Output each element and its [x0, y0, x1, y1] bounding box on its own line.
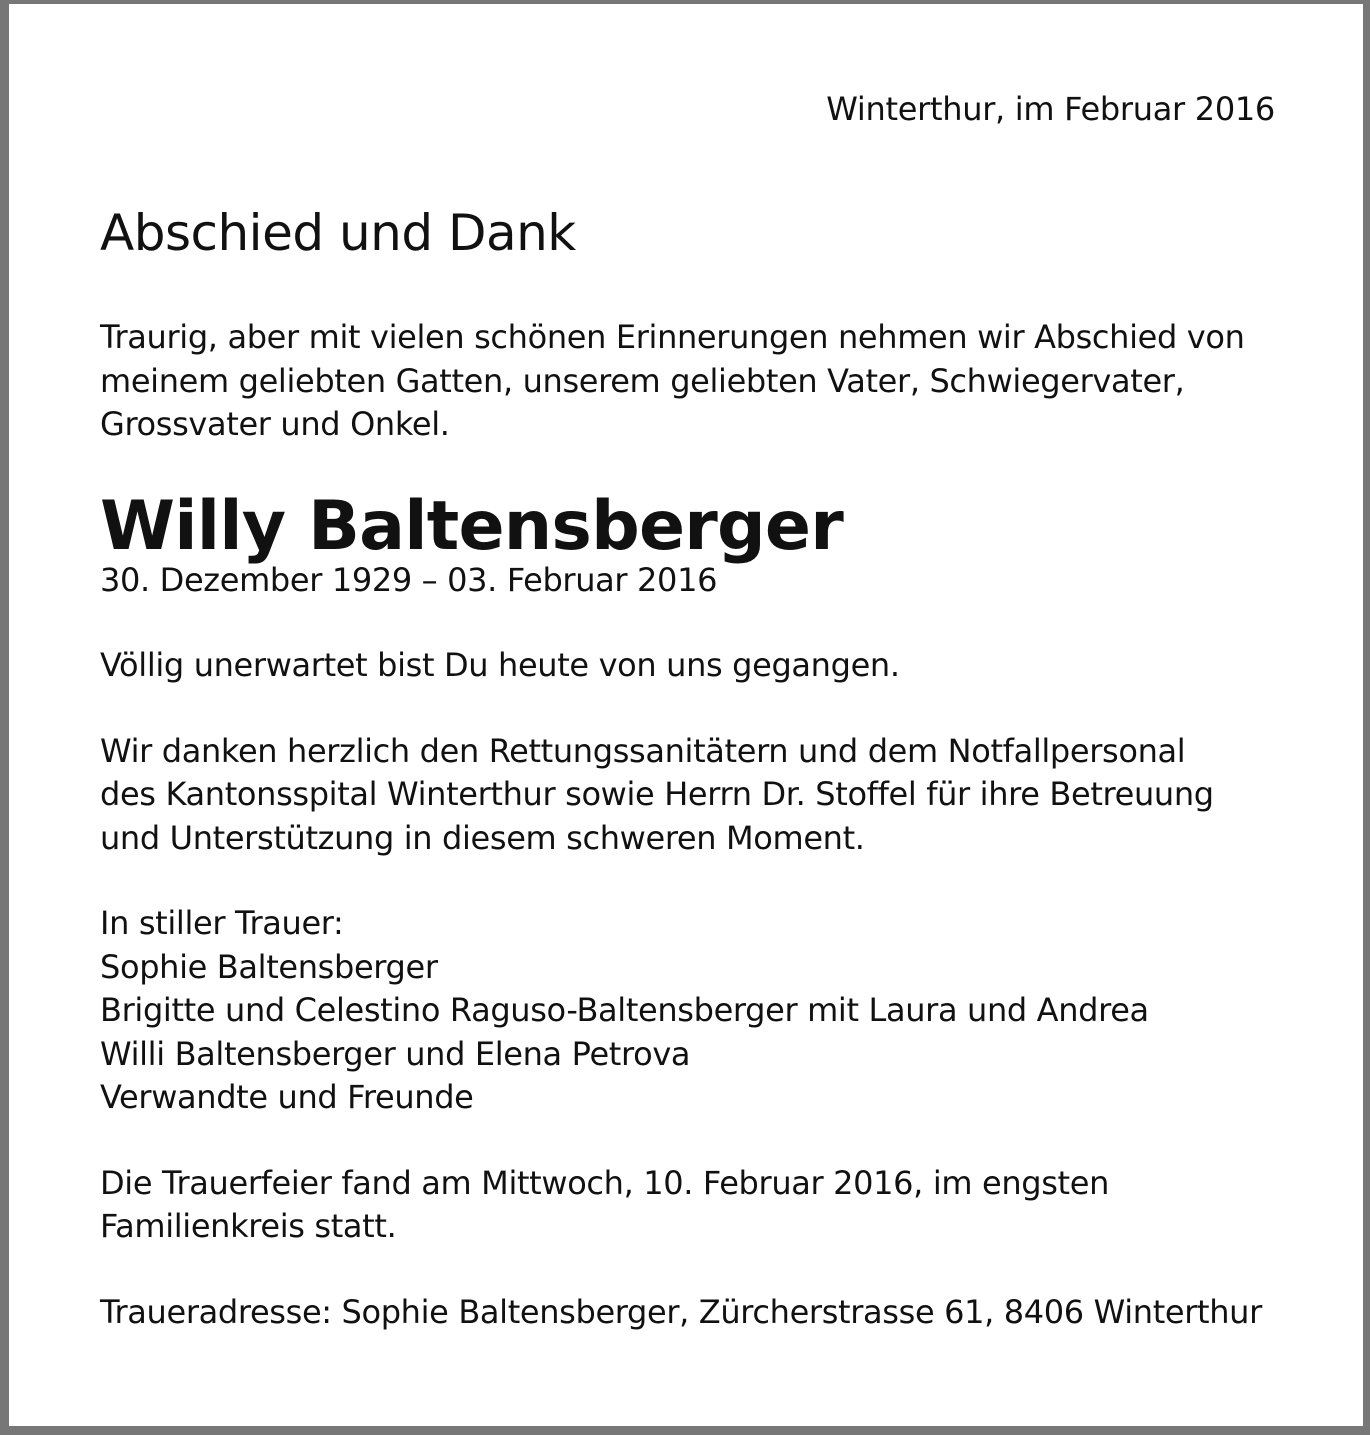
- obituary-page: [9, 4, 1363, 1426]
- thanks-paragraph: [100, 730, 1300, 861]
- intro-line: Traurig, aber mit vielen schönen Erinnerungen nehmen wir Abschied von: [100, 318, 1245, 356]
- thanks-line: des Kantonsspital Winterthur sowie Herrn Dr. Stoffel für ihre Betreuung: [100, 775, 1214, 813]
- ceremony-line: Die Trauerfeier fand am Mittwoch, 10. Februar 2016, im engsten: [100, 1163, 1110, 1202]
- heading: Abschied und Dank: [100, 204, 576, 262]
- mourner-entry: Willi Baltensberger und Elena Petrova: [100, 1034, 691, 1073]
- thanks-line: und Unterstützung in diesem schweren Moment.: [100, 818, 865, 857]
- ceremony-paragraph: [100, 1162, 1300, 1249]
- mourning-address: Traueradresse: Sophie Baltensberger, Zürcherstrasse 61, 8406 Winterthur: [100, 1292, 1262, 1331]
- mourners-label: In stiller Trauer:: [100, 904, 344, 942]
- intro-line: meinem geliebten Gatten, unserem geliebten Vater, Schwiegervater,: [100, 361, 1185, 400]
- intro-paragraph: [100, 316, 1300, 447]
- thanks-line: Wir danken herzlich den Rettungssanitätern und dem Notfallpersonal: [100, 731, 1186, 770]
- life-dates: 30. Dezember 1929 – 03. Februar 2016: [100, 560, 718, 599]
- mourner-entry: Sophie Baltensberger: [100, 947, 438, 986]
- place-date: Winterthur, im Februar 2016: [826, 90, 1275, 128]
- message: Völlig unerwartet bist Du heute von uns gegangen.: [100, 646, 900, 684]
- mourner-entry: Verwandte und Freunde: [100, 1078, 474, 1116]
- ceremony-line: Familienkreis statt.: [100, 1207, 397, 1245]
- obituary-content: [100, 202, 1300, 1334]
- mourners-block: [100, 902, 1300, 1120]
- deceased-name: Willy Baltensberger: [100, 486, 843, 566]
- mourner-entry: Brigitte und Celestino Raguso-Baltensberger mit Laura und Andrea: [100, 991, 1149, 1029]
- intro-line: Grossvater und Onkel.: [100, 405, 450, 443]
